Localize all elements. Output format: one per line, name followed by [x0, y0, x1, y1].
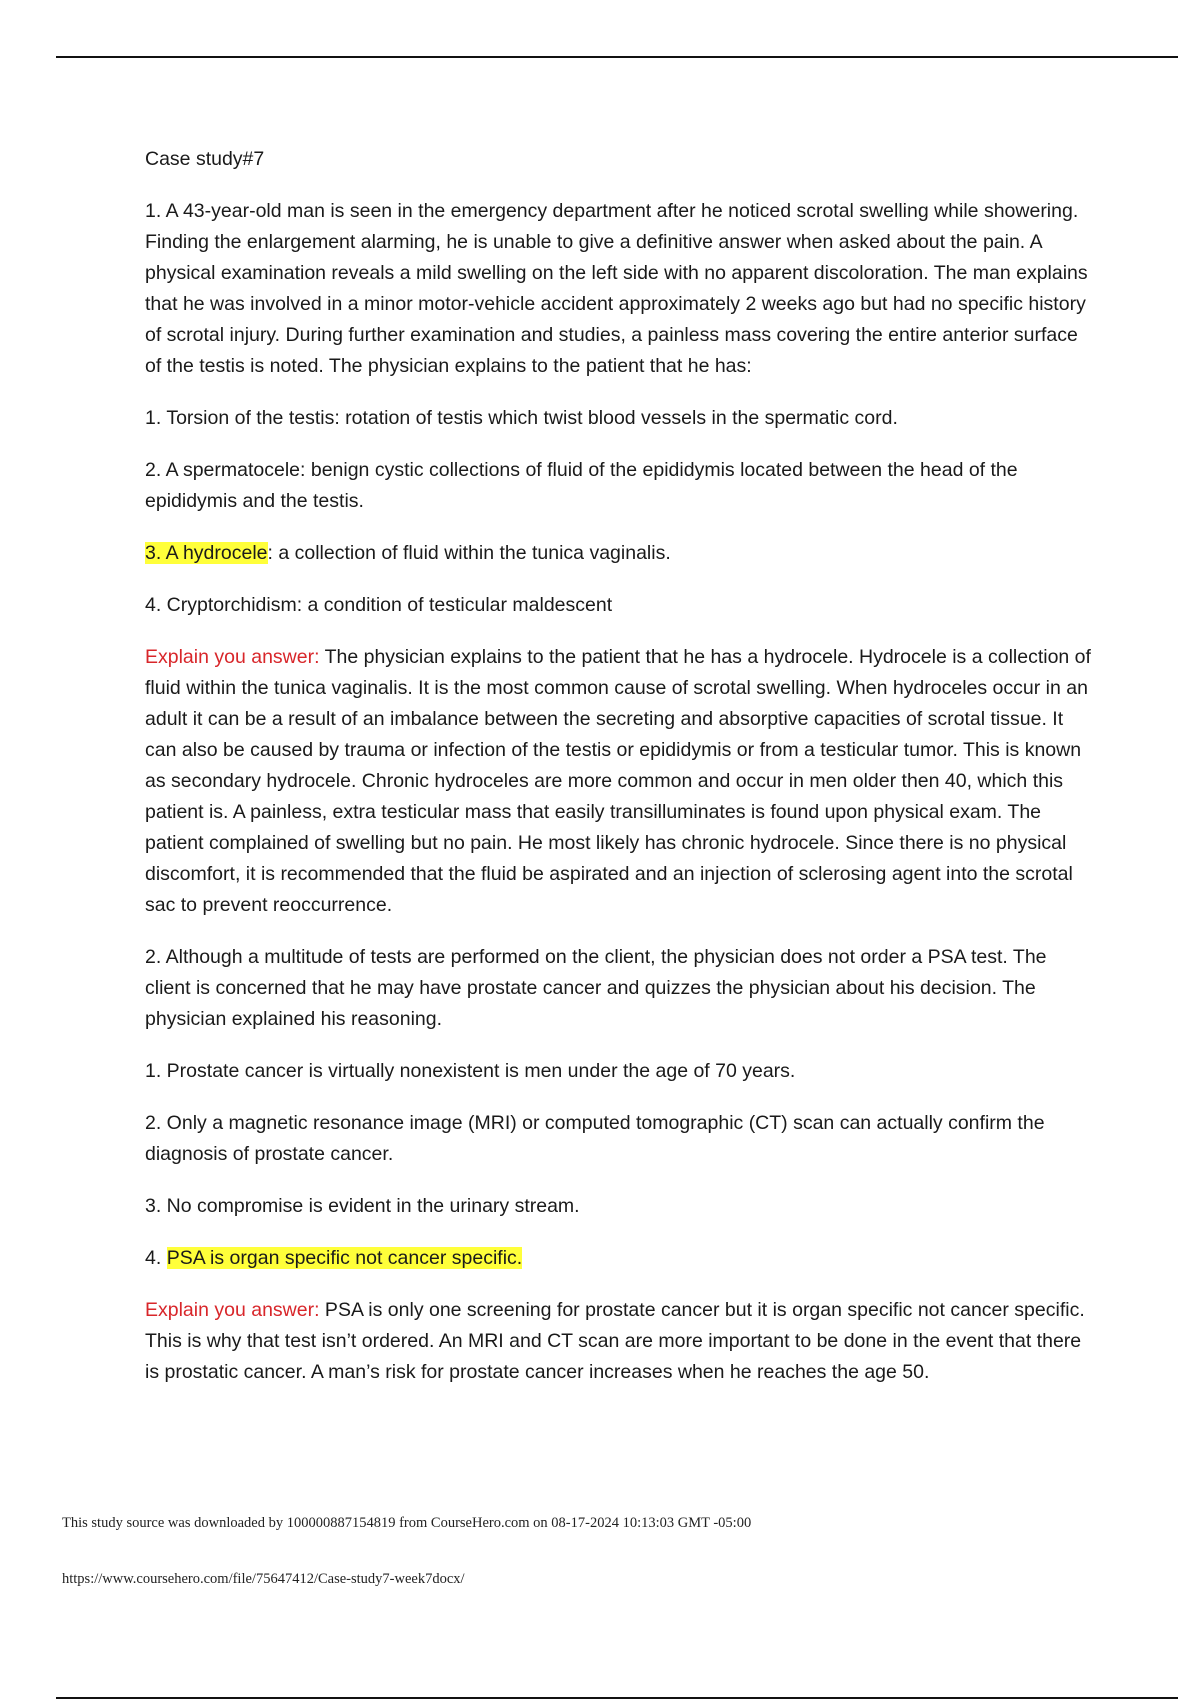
- explanation-text: The physician explains to the patient that he has a hydrocele. Hydrocele is a collection of fluid within the tunica vaginalis. It is the most common cause of scrotal swelling. When hydroceles occur in an adult it can be a result of an imbalance between the secreting and absorptive capacities of scrotal tissue. It can also be caused by trauma or infection of the testis or epididymis or from a testicular tumor. This is known as secondary hydrocele. Chronic hydroceles are more common and occur in men older then 40, which this patient is. A painless, extra testicular mass that easily transilluminates is found upon physical exam. The patient complained of swelling but no pain. He most likely has chronic hydrocele. Since there is no physical discomfort, it is recommended that the fluid be aspirated and an injection of sclerosing agent into the scrotal sac to prevent reoccurrence.: [145, 646, 1091, 916]
- document-body: [145, 144, 1095, 1409]
- explain-label: Explain you answer:: [145, 1299, 320, 1321]
- question-1-option-1: 1. Torsion of the testis: rotation of testis which twist blood vessels in the spermatic cord.: [145, 407, 898, 429]
- question-2-option-2: 2. Only a magnetic resonance image (MRI) or computed tomographic (CT) scan can actually confirm the diagnosis of prostate cancer.: [145, 1112, 1045, 1165]
- question-1-prompt: 1. A 43-year-old man is seen in the emergency department after he noticed scrotal swelling while showering. Finding the enlargement alarming, he is unable to give a definitive answer when asked about the pain. A physical examination reveals a mild swelling on the left side with no apparent discoloration. The man explains that he was involved in a minor motor-vehicle accident approximately 2 weeks ago but had no specific history of scrotal injury. During further examination and studies, a painless mass covering the entire anterior surface of the testis is noted. The physician explains to the patient that he has:: [145, 200, 1088, 377]
- question-1-option-3-text: : a collection of fluid within the tunica vaginalis.: [267, 542, 671, 564]
- question-1-option-4: 4. Cryptorchidism: a condition of testicular maldescent: [145, 594, 613, 616]
- explanation-text: PSA is only one screening for prostate cancer but it is organ specific not cancer specific. This is why that test isn’t ordered. An MRI and CT scan are more important to be done in the event that there is prostatic cancer. A man’s risk for prostate cancer increases when he reaches the age 50.: [145, 1299, 1085, 1383]
- option-number: 4.: [145, 1247, 167, 1269]
- highlighted-answer: PSA is organ specific not cancer specific.: [166, 1247, 523, 1269]
- explain-label: Explain you answer:: [145, 646, 320, 668]
- question-1-option-2: 2. A spermatocele: benign cystic collections of fluid of the epididymis located between the head of the epididymis and the testis.: [145, 459, 1018, 512]
- question-2-prompt: 2. Although a multitude of tests are performed on the client, the physician does not order a PSA test. The client is concerned that he may have prostate cancer and quizzes the physician about his decision. The physician explained his reasoning.: [145, 946, 1047, 1030]
- download-source-notice: This study source was downloaded by 100000887154819 from CourseHero.com on 08-17-2024 10:13:03 GMT -05:00: [62, 1515, 752, 1531]
- question-2-explanation: [145, 1295, 1095, 1388]
- question-1-option-3: [145, 538, 1095, 569]
- highlighted-answer: 3. A hydrocele: [145, 542, 268, 564]
- source-url: https://www.coursehero.com/file/75647412/Case-study7-week7docx/: [62, 1571, 465, 1587]
- question-1-explanation: [145, 642, 1095, 921]
- header-rule: [56, 56, 1178, 58]
- question-2-option-1: 1. Prostate cancer is virtually nonexistent is men under the age of 70 years.: [145, 1060, 796, 1082]
- question-2-option-4: [145, 1243, 1095, 1274]
- footer-rule: [56, 1697, 1178, 1699]
- question-2-option-3: 3. No compromise is evident in the urinary stream.: [145, 1195, 580, 1217]
- document-title: Case study#7: [145, 148, 265, 170]
